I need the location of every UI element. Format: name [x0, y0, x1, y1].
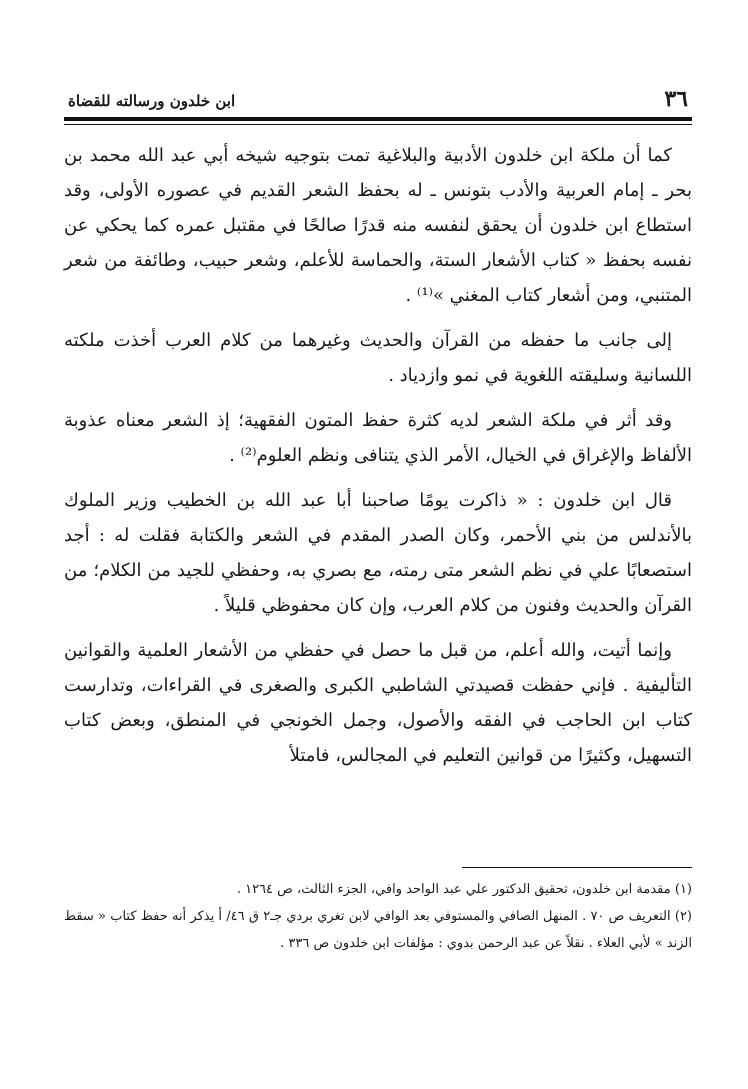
footnotes [64, 876, 692, 957]
paragraph-5: وإنما أتيت، والله أعلم، من قبل ما حصل في حفظي من الأشعار العلمية والقوانين التأليفية . فإني حفظت قصيدتي الشاطبي الكبرى والصغرى في القراءات، وتدارست كتاب ابن الحاجب في الفقه والأصول، وجمل الخونجي في المنطق، وبعض كتاب التسهيل، وكثيرًا من قوانين التعليم في المجالس، فامتلأ [64, 640, 692, 766]
main-text [64, 138, 692, 783]
page-header [64, 86, 692, 114]
footnote-1: (١) مقدمة ابن خلدون، تحقيق الدكتور علي عبد الواحد وافي، الجزء الثالث، ص ١٢٦٤ . [236, 882, 692, 897]
paragraph-2: إلى جانب ما حفظه من القرآن والحديث وغيرهما من كلام العرب أخذت ملكته اللسانية وسليقته اللغوية في نمو وازدياد . [64, 330, 692, 386]
footnote-2: (٢) التعريف ص ٧٠ . المنهل الصافي والمستوفي بعد الوافي لابن تغري بردي جـ٢ ق ٤٦/ أ يذكر أنه حفظ كتاب « سقط الزند » لأبي العلاء . نقلاً عن عبد الرحمن بدوي : مؤلفات ابن خلدون ص ٣٣٦ . [64, 909, 692, 951]
book-page [64, 0, 692, 1089]
paragraph-3: وقد أثر في ملكة الشعر لديه كثرة حفظ المتون الفقهية؛ إذ الشعر معناه عذوبة الألفاظ والإغراق في الخيال، الأمر الذي يتنافى ونظم العلوم⁽²⁾ . [64, 410, 692, 466]
header-rule-thin [64, 124, 692, 125]
page-number: ٣٦ [664, 86, 688, 112]
paragraph-4: قال ابن خلدون : « ذاكرت يومًا صاحبنا أبا عبد الله بن الخطيب وزير الملوك بالأندلس من بني الأحمر، وكان الصدر المقدم في الشعر والكتابة فقلت له : أجد استصعابًا علي في نظم الشعر متى رمته، مع بصري به، وحفظي للجيد من الكلام؛ من القرآن والحديث وفنون من كلام العرب، وإن كان محفوظي قليلاً . [64, 490, 692, 616]
header-rule-thick [64, 117, 692, 121]
paragraph-1: كما أن ملكة ابن خلدون الأدبية والبلاغية تمت بتوجيه شيخه أبي عبد الله محمد بن بحر ـ إمام العربية والأدب بتونس ـ له بحفظ الشعر القديم في عصوره الأولى، وقد استطاع ابن خلدون أن يحقق لنفسه منه قدرًا صالحًا في مقتبل عمره كما يحكي عن نفسه بحفظ « كتاب الأشعار الستة، والحماسة للأعلم، وشعر حبيب، وطائفة من شعر المتنبي، ومن أشعار كتاب المغني »⁽¹⁾ . [64, 145, 692, 306]
running-title: ابن خلدون ورسالته للقضاة [68, 92, 236, 110]
footnote-separator [462, 867, 692, 868]
